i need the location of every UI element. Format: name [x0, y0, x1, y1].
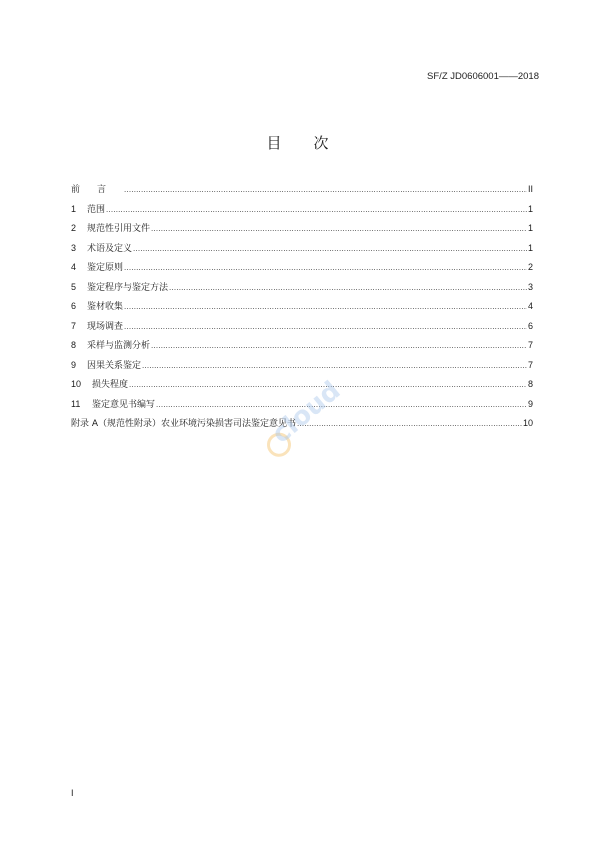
toc-entry-page: 8: [527, 379, 533, 389]
toc-entry-5[interactable]: [71, 278, 533, 298]
toc-entry-number: 5: [71, 281, 77, 292]
toc-entry-page: II: [527, 184, 533, 194]
toc-entry-page: 7: [527, 359, 533, 370]
toc-entry-preface[interactable]: [71, 180, 533, 200]
toc-leader-dots: [124, 180, 527, 200]
toc-entry-label: 附录 A（规范性附录）农业环境污染损害司法鉴定意见书: [71, 419, 297, 429]
toc-entry-7[interactable]: [71, 317, 533, 337]
document-code: SF/Z JD0606001——2018: [427, 71, 539, 82]
toc-entry-label: 规范性引用文件: [87, 224, 151, 234]
toc-entry-page: 1: [527, 203, 533, 214]
toc-entry-1[interactable]: [71, 200, 533, 220]
toc-entry-label: 范围: [87, 204, 106, 215]
toc-entry-page: 2: [527, 262, 533, 272]
toc-leader-dots: [124, 258, 527, 278]
toc-entry-page: 3: [527, 281, 533, 292]
toc-entry-label: 因果关系鉴定: [87, 360, 142, 371]
toc-entry-page: 10: [522, 418, 533, 428]
toc-entry-number: 11: [71, 398, 81, 409]
toc-entry-page: 1: [527, 242, 533, 253]
toc-entry-8[interactable]: [71, 336, 533, 356]
toc-entry-label: 鉴定意见书编写: [92, 399, 156, 410]
toc-entry-number: 3: [71, 242, 77, 253]
toc-entry-4[interactable]: [71, 258, 533, 278]
toc-leader-dots: [124, 297, 527, 317]
toc-entry-label: 现场调查: [87, 321, 124, 332]
toc-entry-page: 7: [527, 340, 533, 350]
toc-entry-label: 鉴材收集: [87, 302, 124, 312]
toc-entry-number: 1: [71, 203, 77, 214]
toc-leader-dots: [169, 278, 527, 298]
toc-entry-label: 鉴定程序与鉴定方法: [87, 282, 169, 293]
toc-entry-number: 4: [71, 262, 77, 272]
watermark-text: cloud: [266, 375, 347, 450]
toc-entry-2[interactable]: [71, 219, 533, 239]
toc-entry-label: 采样与监测分析: [87, 341, 151, 351]
toc-entry-page: 4: [527, 301, 533, 311]
toc-entry-page: 9: [527, 398, 533, 409]
toc-entry-number: 9: [71, 359, 77, 370]
page-number-roman: I: [71, 788, 74, 798]
toc-leader-dots: [106, 200, 527, 220]
toc-entry-label: 鉴定原则: [87, 263, 124, 273]
toc-entry-number: 8: [71, 340, 77, 350]
toc-leader-dots: [142, 356, 527, 376]
toc-entry-number: 7: [71, 320, 77, 331]
toc-leader-dots: [133, 239, 527, 259]
toc-leader-dots: [151, 336, 527, 356]
toc-entry-6[interactable]: [71, 297, 533, 317]
toc-entry-3[interactable]: [71, 239, 533, 259]
toc-entry-number: 2: [71, 223, 77, 233]
toc-leader-dots: [151, 219, 527, 239]
page-title: [0, 132, 595, 153]
toc-entry-number: 6: [71, 301, 77, 311]
toc-entry-number: 10: [71, 379, 82, 389]
toc-entry-label: 术语及定义: [87, 243, 133, 254]
toc-entry-label: 损失程度: [92, 380, 129, 390]
toc-entry-label: 前言: [71, 185, 124, 195]
title-part-1: 目: [266, 134, 282, 152]
toc-leader-dots: [124, 317, 527, 337]
toc-entry-page: 6: [527, 320, 533, 331]
toc-entry-page: 1: [527, 223, 533, 233]
title-part-2: 次: [313, 134, 329, 152]
